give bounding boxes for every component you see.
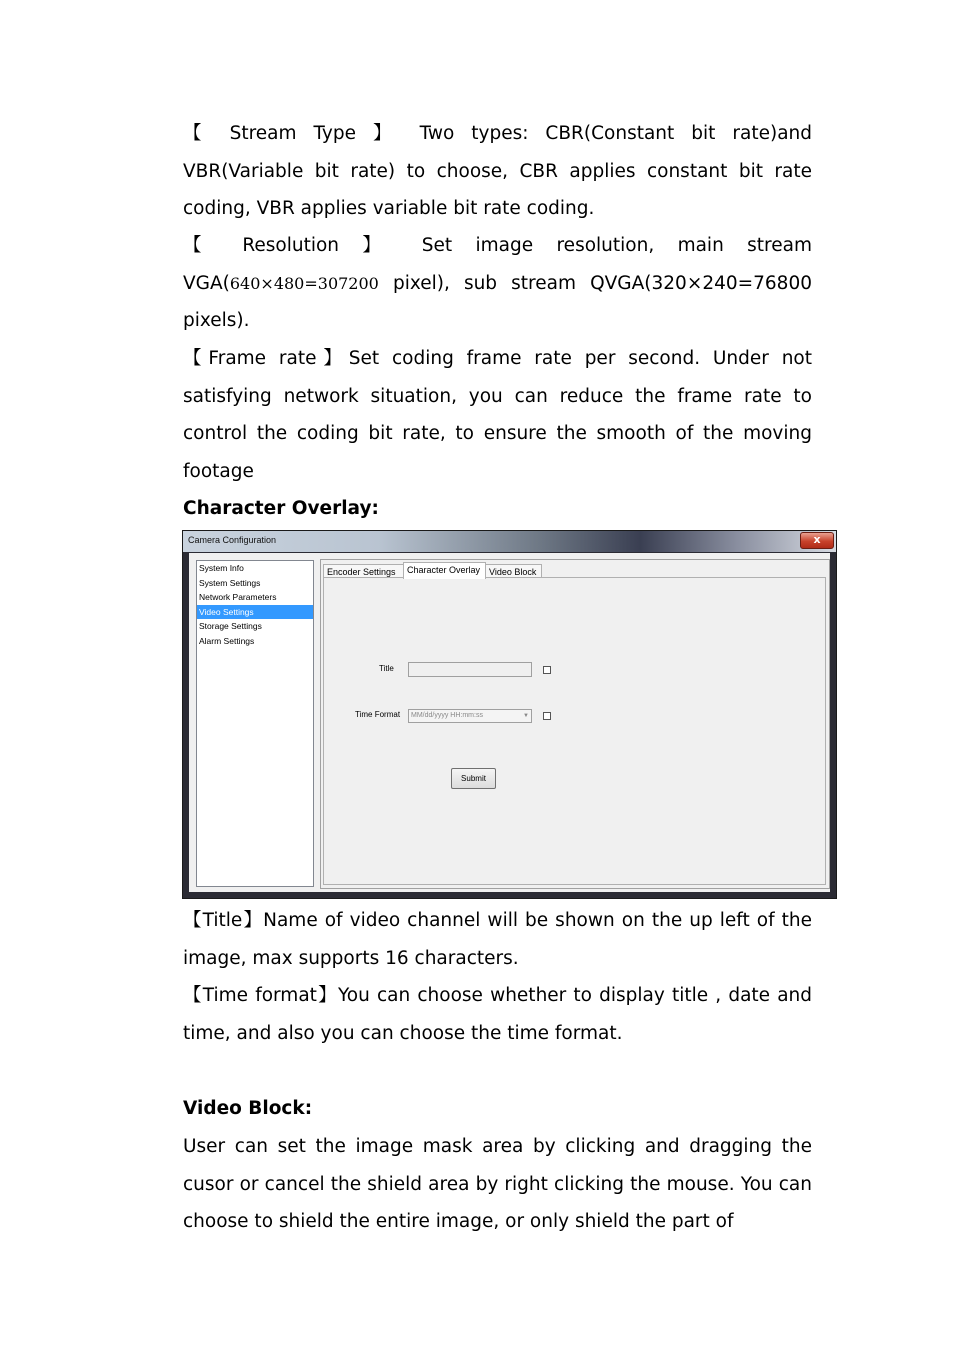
nav-item-network-parameters[interactable]: Network Parameters <box>199 592 277 603</box>
tab-encoder-settings[interactable]: Encoder Settings <box>323 564 404 579</box>
settings-nav-list <box>196 560 314 887</box>
tab-video-block[interactable]: Video Block <box>485 564 542 579</box>
frame-rate-paragraph: 【Frame rate】Set coding frame rate per second. Under not satisfying network situation, you can reduce the frame rate to control the coding bit rate, to ensure the smooth of the moving footage <box>183 348 812 482</box>
nav-item-system-settings[interactable]: System Settings <box>199 577 261 588</box>
nav-item-video-settings[interactable]: Video Settings <box>197 605 313 620</box>
stream-type-paragraph: 【 Stream Type 】 Two types: CBR(Constant bit rate)and VBR(Variable bit rate) to choose, CBR applies constant bit rate coding, VBR applies variable bit rate coding. <box>183 123 812 219</box>
title-description: 【Title】Name of video channel will be shown on the up left of the image, max supports 16 characters. <box>183 910 812 969</box>
window-title: Camera Configuration <box>188 535 277 545</box>
resolution-text-3: pixel), sub stream QVGA(320×240=76800 pixels). <box>183 272 812 331</box>
window-client <box>189 553 830 892</box>
close-icon[interactable]: x <box>800 532 834 549</box>
title-checkbox[interactable] <box>543 666 551 674</box>
time-format-checkbox[interactable] <box>543 712 551 720</box>
nav-item-system-info[interactable]: System Info <box>199 563 244 573</box>
tab-character-overlay[interactable]: Character Overlay <box>403 562 486 579</box>
submit-button[interactable]: Submit <box>451 768 496 789</box>
character-overlay-page <box>323 577 826 885</box>
resolution-paragraph <box>183 227 812 340</box>
video-block-heading: Video Block: <box>183 1098 313 1119</box>
time-format-label: Time Format <box>355 710 401 719</box>
title-input[interactable] <box>408 662 532 677</box>
time-format-description: 【Time format】You can choose whether to display title , date and time, and also you can choose the time format. <box>183 985 812 1044</box>
video-block-description: User can set the image mask area by clicking and dragging the cusor or cancel the shield area by right clicking the mouse. You can choose to shield the entire image, or only shield the part of <box>183 1136 812 1232</box>
window-titlebar <box>183 531 836 552</box>
resolution-text-2: 640×480=307200 <box>229 273 379 293</box>
character-overlay-heading: Character Overlay: <box>183 498 379 519</box>
time-format-value: MM/dd/yyyy HH:mm:ss <box>411 712 483 719</box>
title-label: Title <box>379 664 394 673</box>
settings-pane <box>320 559 830 889</box>
nav-item-alarm-settings[interactable]: Alarm Settings <box>199 635 255 646</box>
chevron-down-icon: ▼ <box>523 713 529 719</box>
nav-item-storage-settings[interactable]: Storage Settings <box>199 621 262 632</box>
time-format-select[interactable] <box>408 709 532 723</box>
camera-configuration-window <box>182 530 837 899</box>
resolution-text-1: 【 Resolution 】 Set image resolution, main stream VGA( <box>183 235 812 294</box>
